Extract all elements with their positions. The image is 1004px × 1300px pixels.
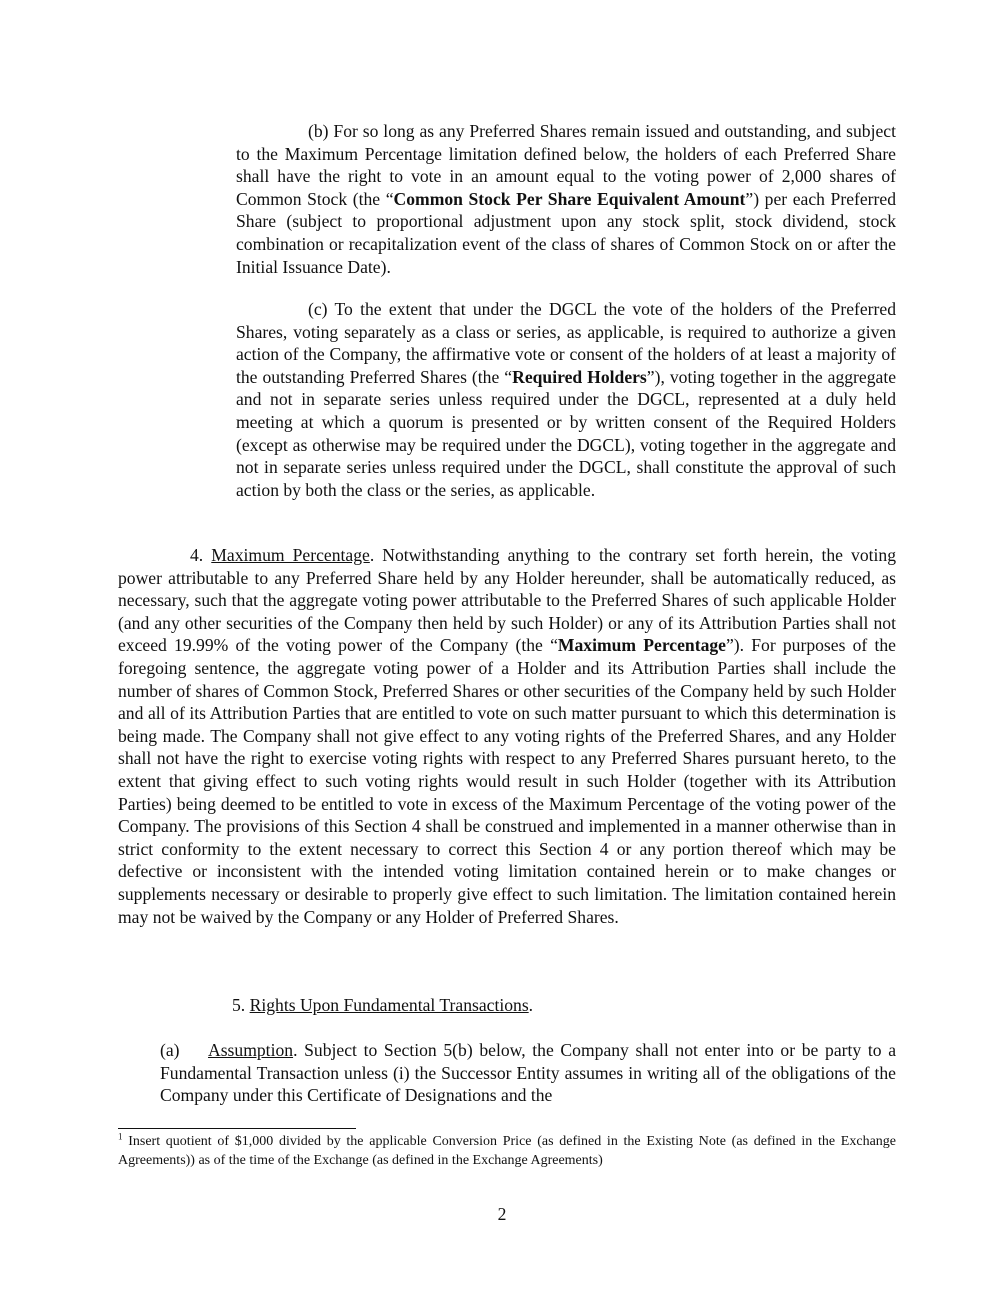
footnote-separator bbox=[118, 1128, 356, 1129]
paragraph-3c bbox=[236, 298, 896, 501]
section-4-text-cont: ”). For purposes of the foregoing sentence, the aggregate voting power of a Holder and its Attribution Parties shall include the number of shares of Common Stock, Preferred Shares or other securities of the Company held by such Holder and all of its Attribution Parties that are entitled to vote on such matter pursuant to which this determination is being made. The Company shall not give effect to any voting rights of the Preferred Shares, and any Holder shall not have the right to exercise voting rights with respect to any Preferred Shares pursuant hereto, to the extent that giving effect to such voting rights would result in such Holder (together with its Attribution Parties) being deemed to be entitled to vote in excess of the Maximum Percentage of the voting power of the Company. The provisions of this Section 4 shall be construed and implemented in a manner otherwise than in strict conformity to the extent necessary to correct this Section 4 or any portion thereof which may be defective or inconsistent with the intended voting limitation contained herein or to make changes or supplements necessary or desirable to properly give effect to such limitation. The limitation contained herein may not be waived by the Company or any Holder of Preferred Shares. bbox=[118, 635, 896, 927]
section-5-heading-line bbox=[232, 994, 892, 1017]
section-4-number: 4. bbox=[190, 545, 204, 565]
paragraph-3c-text-cont: ”), voting together in the aggregate and not in separate series unless required under the DGCL, represented at a duly held meeting at which a quorum is presented or by written consent of the Required Holders (except as otherwise may be required under the DGCL), voting together in the aggregate and not in separate series unless required under the DGCL, shall constitute the approval of such action by both the class or the series, as applicable. bbox=[236, 366, 897, 500]
section-5-heading: Rights Upon Fundamental Transactions bbox=[249, 995, 529, 1015]
section-5-heading-period: . bbox=[528, 995, 534, 1015]
section-4-heading: Maximum Percentage bbox=[211, 545, 370, 565]
paragraph-3c-text: (c) To the extent that under the DGCL the vote of the holders of the Preferred Shares, voting separately as a class or series, as applicable, is required to authorize a given action of the Company, the affirmative vote or consent of the holders of at least a majority of the outstanding Preferred Shares (the “ bbox=[236, 299, 896, 387]
section-5a-label: (a) bbox=[160, 1040, 180, 1060]
section-4-text: . Notwithstanding anything to the contrary set forth herein, the voting power attributable to any Preferred Share held by any Holder hereunder, shall be automatically reduced, as necessary, such that the aggregate voting power attributable to the Preferred Shares of such applicable Holder (and any other securities of the Company then held by such Holder) or any of its Attribution Parties shall not exceed 19.99% of the voting power of the Company (the “ bbox=[118, 545, 897, 656]
page-number: 2 bbox=[497, 1204, 507, 1224]
section-5a-heading: Assumption bbox=[208, 1040, 294, 1060]
footnote-marker: 1 bbox=[118, 1131, 123, 1142]
paragraph-3b bbox=[236, 120, 896, 278]
footnote bbox=[118, 1132, 896, 1170]
section-5a-text: . Subject to Section 5(b) below, the Company shall not enter into or be party to a Fundamental Transaction unless (i) the Successor Entity assumes in writing all of the obligations of the Company under this Certificate of Designations and the bbox=[160, 1040, 896, 1106]
paragraph-3b-text-cont: ”) per each Preferred Share (subject to proportional adjustment upon any stock split, stock dividend, stock combination or recapitalization event of the class of shares of Common Stock on or after the Initial Issuance Date). bbox=[236, 188, 896, 277]
footnote-text: Insert quotient of $1,000 divided by the applicable Conversion Price (as defined in the Existing Note (as defined in the Exchange Agreements)) as of the time of the Exchange (as defined in the Exchange Agreements) bbox=[118, 1134, 897, 1168]
section-5a-paragraph bbox=[160, 1039, 896, 1107]
section-5-number: 5. bbox=[232, 995, 246, 1015]
section-4-paragraph bbox=[118, 544, 896, 928]
paragraph-3b-text: (b) For so long as any Preferred Shares remain issued and outstanding, and subject to the Maximum Percentage limitation defined below, the holders of each Preferred Share shall have the right to vote in an amount equal to the voting power of 2,000 shares of Common Stock (the “ bbox=[236, 121, 896, 209]
defined-term-required-holders: Required Holders bbox=[512, 366, 647, 387]
defined-term-common-stock-per-share-equivalent-amount: Common Stock Per Share Equivalent Amount bbox=[393, 188, 746, 209]
defined-term-maximum-percentage: Maximum Percentage bbox=[557, 635, 726, 656]
